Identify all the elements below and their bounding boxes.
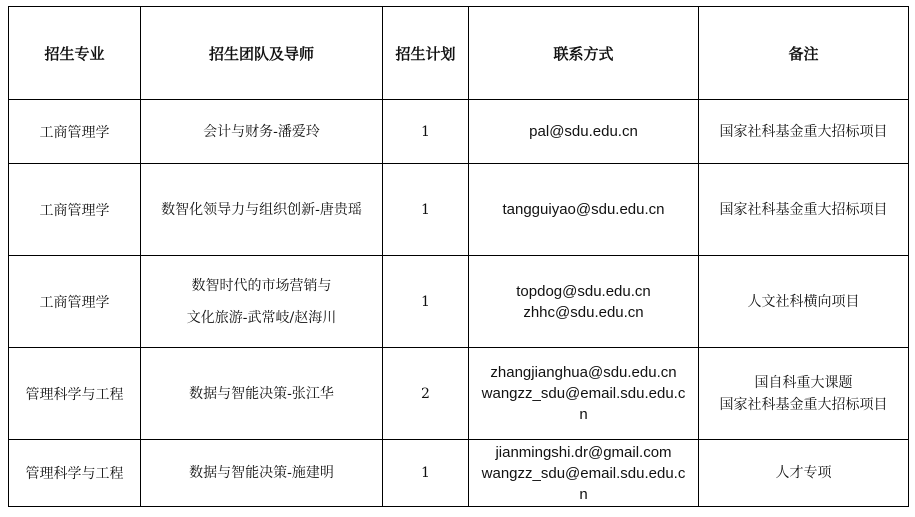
header-notes: 备注: [699, 7, 909, 100]
cell-team: [141, 164, 383, 256]
cell-plan: 1: [383, 164, 469, 256]
note-line: 国家社科基金重大招标项目: [719, 123, 888, 140]
cell-major: 管理科学与工程: [9, 348, 141, 440]
email-link[interactable]: wangzz_sdu@email.sdu.edu.cn: [481, 385, 686, 423]
team-line: 数智化领导力与组织创新-唐贵瑶: [161, 201, 362, 218]
team-line: 文化旅游-武常岐/赵海川: [186, 309, 337, 326]
cell-plan: 1: [383, 100, 469, 164]
cell-team: [141, 100, 383, 164]
cell-major: 管理科学与工程: [9, 440, 141, 507]
note-line: 国自科重大课题: [754, 374, 853, 391]
table-row: [9, 348, 909, 440]
header-major: 招生专业: [9, 7, 141, 100]
header-contact: 联系方式: [469, 7, 699, 100]
cell-team: [141, 348, 383, 440]
email-link[interactable]: topdog@sdu.edu.cn: [516, 282, 651, 300]
cell-notes: [699, 256, 909, 348]
cell-major: 工商管理学: [9, 164, 141, 256]
cell-plan: 1: [383, 440, 469, 507]
note-line: 人文社科横向项目: [747, 293, 860, 310]
email-link[interactable]: zhhc@sdu.edu.cn: [523, 303, 644, 321]
cell-contact: [469, 100, 699, 164]
cell-contact: [469, 164, 699, 256]
cell-team: [141, 440, 383, 507]
cell-notes: [699, 348, 909, 440]
email-link[interactable]: wangzz_sdu@email.sdu.edu.cn: [481, 464, 686, 503]
cell-contact: [469, 440, 699, 507]
cell-contact: [469, 348, 699, 440]
table-row: [9, 256, 909, 348]
cell-contact: [469, 256, 699, 348]
note-line: 人才专项: [775, 465, 832, 481]
header-row: [9, 7, 909, 100]
table-row: [9, 164, 909, 256]
email-link[interactable]: jianmingshi.dr@gmail.com: [495, 443, 672, 461]
email-link[interactable]: pal@sdu.edu.cn: [529, 123, 638, 140]
cell-notes: [699, 440, 909, 507]
admissions-table: [8, 6, 909, 507]
cell-notes: [699, 100, 909, 164]
cell-notes: [699, 164, 909, 256]
note-line: 国家社科基金重大招标项目: [719, 201, 888, 218]
cell-team: [141, 256, 383, 348]
team-line: 会计与财务-潘爱玲: [203, 123, 320, 140]
team-line: 数智时代的市场营销与: [191, 277, 332, 294]
email-link[interactable]: zhangjianghua@sdu.edu.cn: [490, 364, 677, 381]
email-link[interactable]: tangguiyao@sdu.edu.cn: [502, 201, 665, 218]
cell-major: 工商管理学: [9, 100, 141, 164]
cell-plan: 2: [383, 348, 469, 440]
table-row: [9, 440, 909, 507]
team-line: 数据与智能决策-施建明: [189, 465, 334, 481]
table-row: [9, 100, 909, 164]
header-plan: 招生计划: [383, 7, 469, 100]
team-line: 数据与智能决策-张江华: [189, 385, 334, 402]
note-line: 国家社科基金重大招标项目: [719, 396, 888, 413]
cell-major: 工商管理学: [9, 256, 141, 348]
header-team: 招生团队及导师: [141, 7, 383, 100]
cell-plan: 1: [383, 256, 469, 348]
